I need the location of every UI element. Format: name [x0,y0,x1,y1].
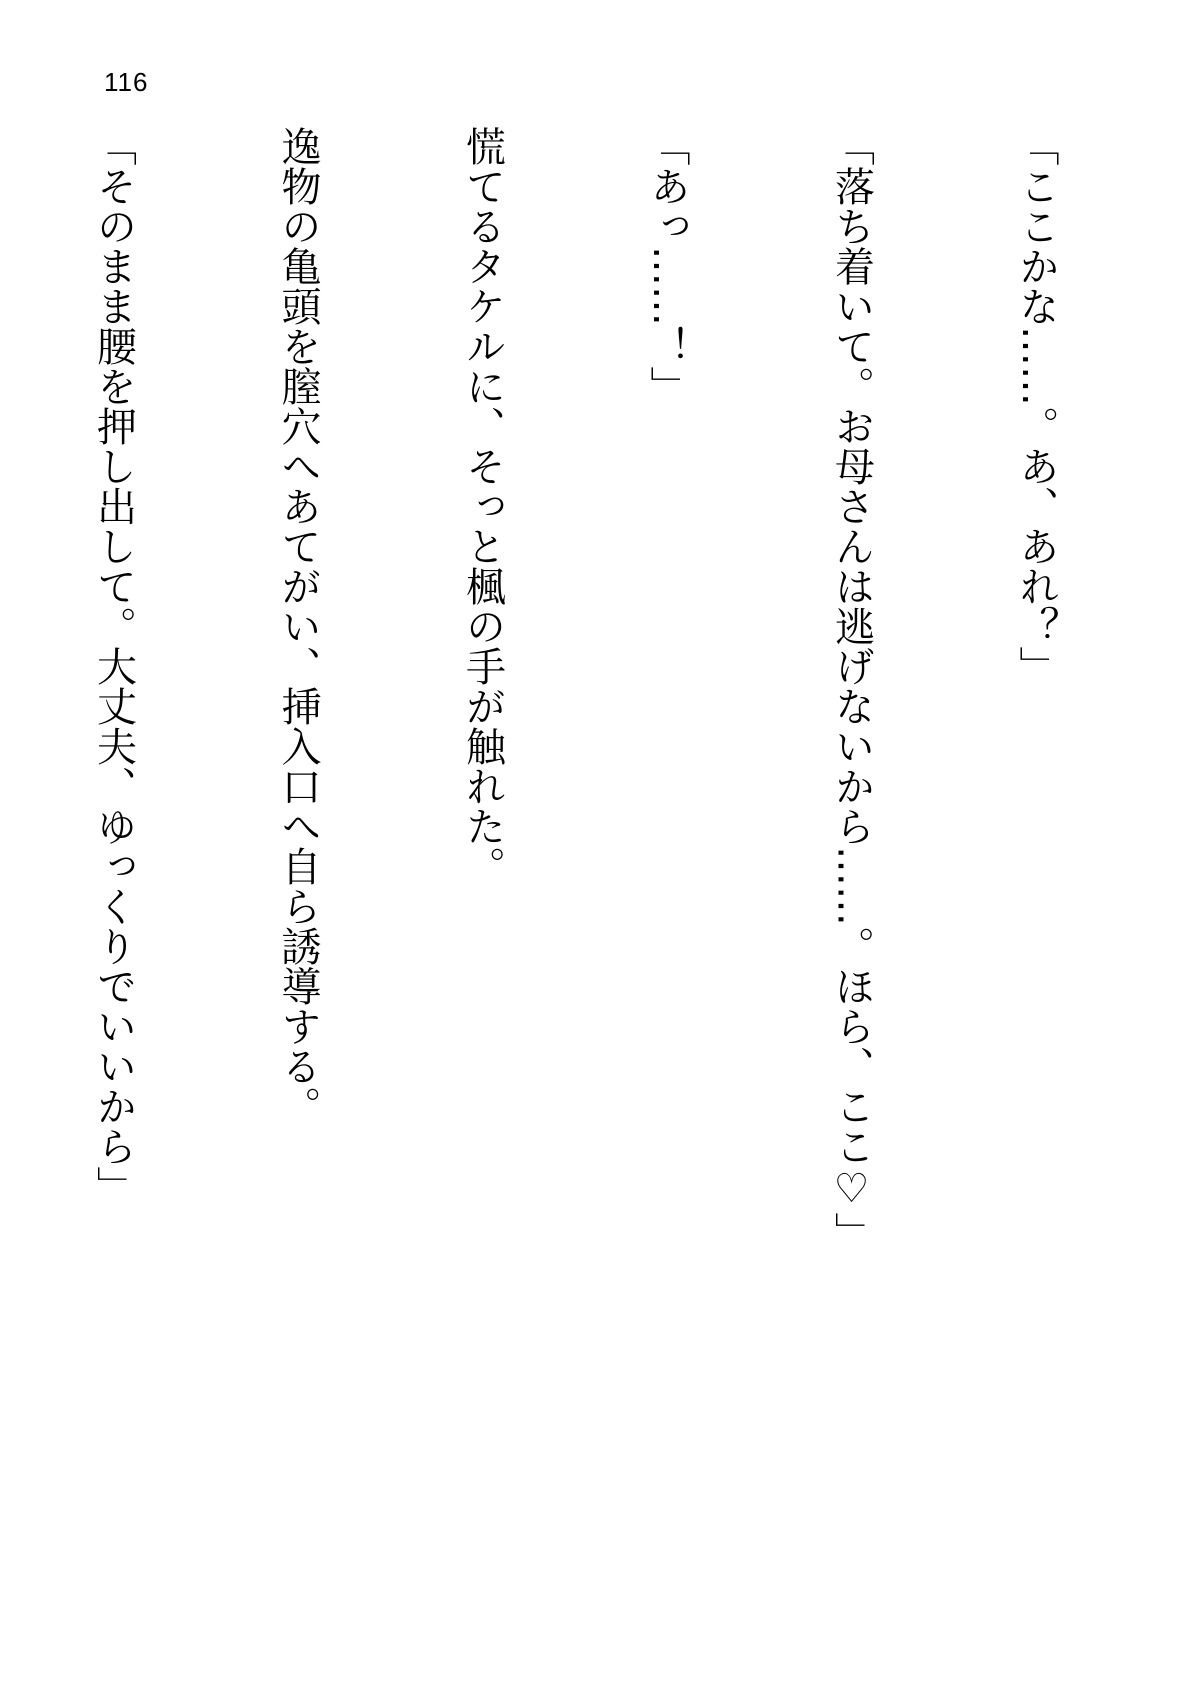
text-line: 「あっ……！」 [644,126,690,406]
text-line: 「落ち着いて。お母さんは逃げないから……。ほら、ここ♡」 [828,126,875,1252]
page-number: 116 [104,67,149,97]
text-line: 慌てるタケルに、そっと楓の手が触れた。 [459,126,506,886]
vertical-text-body [90,126,1189,1646]
text-line: 「そのまま腰を押し出して。大丈夫、ゆっくりでいいから」 [90,126,137,1206]
text-line: 逸物の亀頭を膣穴へあてがい、挿入口へ自ら誘導する。 [275,126,321,1126]
text-line: 「ここかな……。あ、あれ？」 [1013,126,1059,686]
